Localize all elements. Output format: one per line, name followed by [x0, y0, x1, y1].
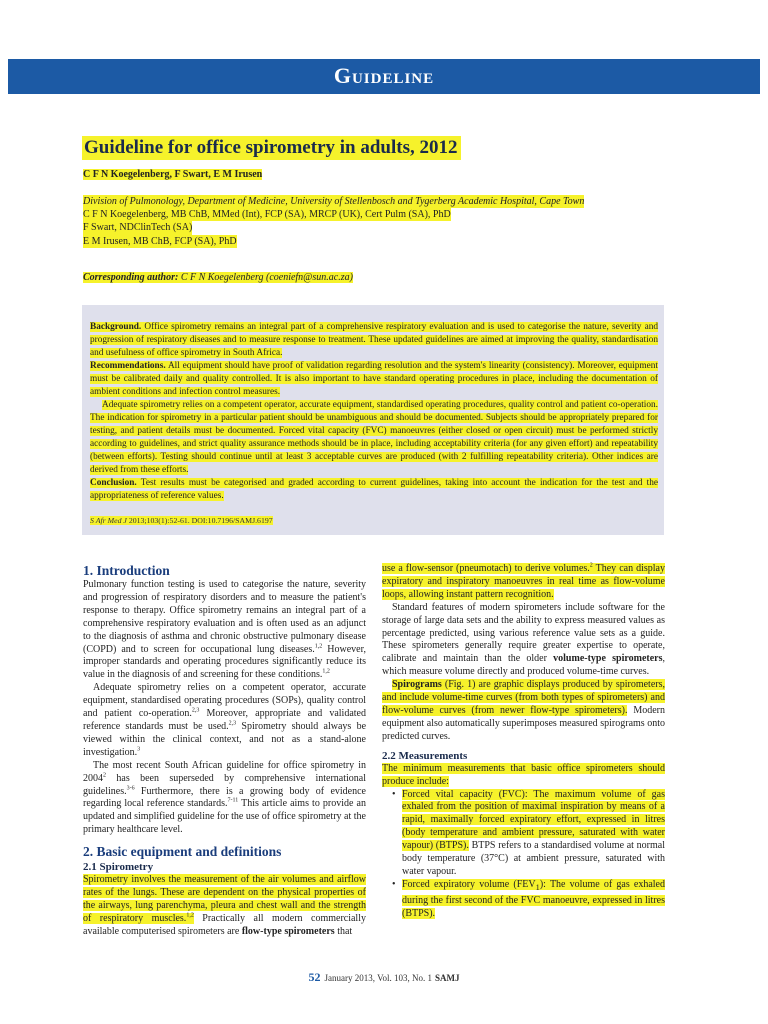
text-run: has been superseded by comprehensive international guidelines.: [83, 772, 366, 797]
reference-marker: 1,2: [314, 643, 323, 650]
abstract-box: [82, 305, 664, 535]
heading-spirometry: 2.1 Spirometry: [83, 861, 154, 874]
text-run: Standard features of modern spirometers include software for the storage of large data sets and the ability to express measured values as percentage predicted, using various reference value sets as a guide. These spirometers generally require greater expertise to operate, calibrate and maintain than the older: [382, 601, 665, 665]
heading-introduction: 1. Introduction: [83, 563, 170, 578]
intro-paragraph-3: [83, 760, 366, 837]
text-run: The minimum measurements that basic office spirometers should produce include:: [382, 762, 665, 787]
list-item: [382, 879, 665, 921]
abstract-background: Office spirometry remains an integral part of a comprehensive respiratory evaluation and is used to categorise the nature, severity and progression of respiratory diseases and to measure response to treatment. These updated guidelines are aimed at improving the quality, standardisation and usefulness of office spirometry in South Africa.: [90, 322, 658, 358]
banner-title: Guideline: [333, 63, 435, 88]
affiliation-division: Division of Pulmonology, Department of Medicine, University of Stellenbosch and Tygerberg Academic Hospital, Cape Town: [83, 196, 585, 207]
issue-info: January 2013, Vol. 103, No. 1: [324, 973, 432, 983]
spirograms-paragraph: [382, 679, 665, 744]
text-run: that: [334, 925, 353, 937]
text-run: Spirometry should always be viewed within the clinical context, and not as a stand-alone investigation.: [83, 720, 367, 758]
text-run: Modern equipment also automatically superimposes measured spirograms onto predicted curves.: [382, 704, 665, 742]
corresponding-author: [83, 271, 353, 284]
measurements-list: [382, 789, 665, 921]
abstract-conclusion-label: Conclusion.: [90, 477, 137, 488]
reference-marker: 2: [589, 562, 593, 569]
text-run: Furthermore, there is a growing body of evidence regarding local reference standards.: [83, 785, 366, 810]
citation-journal: S Afr Med J: [90, 516, 127, 525]
abstract-recommendations: All equipment should have proof of validation regarding resolution and the system's linearity (consistency). Moreover, equipment must be calibrated daily and quality controlled. It is also important to have standard operating procedures in place, including the documentation of ambient conditions and infection control measures.: [90, 360, 658, 397]
intro-paragraph-2: [83, 682, 366, 759]
text-run: Spirometry involves the measurement of the air volumes and airflow rates of the lungs. These are dependent on the physical properties of the airways, lung parenchyma, pleura and chest wall and the strength of respiratory muscles.: [83, 874, 366, 924]
page-footer: [0, 970, 768, 985]
section-banner: [8, 59, 760, 94]
text-run: Pulmonary function testing is used to categorise the nature, severity and progression of respiratory disorders and to measure the patient's response to therapy. Office spirometry remains an integral part of a comprehensive respiratory evaluation and is often used as an adjunct to the diagnosis of asthma and chronic obstructive pulmonary disease (COPD) and to screen for occupational lung diseases.: [83, 579, 366, 655]
author-names: C F N Koegelenberg, F Swart, E M Irusen: [83, 169, 263, 180]
text-run: However, improper standards and operating procedures significantly reduce its value in the diagnosis of and screening for these conditions.: [83, 643, 366, 681]
reference-marker: 3-6: [126, 785, 135, 792]
reference-marker: 2: [103, 772, 106, 779]
right-column: [382, 563, 665, 921]
text-run: Forced vital capacity (FVC): The maximum volume of gas exhaled from the position of maximal inspiration by means of a rapid, maximally forced expiratory effort, expressed in litres (body temperature and ambient pressure, saturated with water vapour) (BTPS).: [402, 788, 665, 852]
reference-marker: 7-11: [227, 798, 239, 805]
text-run: ): The volume of gas exhaled during the first second of the FVC manoeuvre, expressed in litres (BTPS).: [402, 878, 665, 919]
page-number: 52: [308, 970, 321, 984]
text-run: , which measure volume directly and produced volume-time curves.: [382, 653, 666, 678]
abstract-text: [90, 321, 658, 503]
abstract-conclusion: Test results must be categorised and graded according to current guidelines, taking into account the indication for the test and the appropriateness of reference values.: [90, 477, 658, 501]
reference-marker: 2,3: [228, 720, 237, 727]
bold-term: volume-type spirometers: [553, 653, 663, 665]
corresponding-value: C F N Koegelenberg (coeniefn@sun.ac.za): [180, 272, 353, 283]
affiliation-author-1: C F N Koegelenberg, MB ChB, MMed (Int), FCP (SA), MRCP (UK), Cert Pulm (SA), PhD: [83, 209, 451, 221]
article-title: Guideline for office spirometry in adults, 2012: [82, 136, 461, 160]
abstract-recommendations-label: Recommendations.: [90, 360, 166, 371]
text-run: Moreover, appropriate and validated reference standards must be used.: [83, 708, 366, 732]
bold-term: Spirograms: [392, 679, 442, 691]
affiliation-author-2: F Swart, NDClinTech (SA): [83, 222, 193, 234]
text-run: Adequate spirometry relies on a competent operator, accurate equipment, standardised operating procedures (SOPs), quality control and patient co-operation.: [83, 682, 366, 720]
reference-marker: 2,3: [191, 707, 200, 714]
affiliations: [83, 195, 603, 248]
reference-marker: 1,2: [186, 912, 194, 919]
text-run: Practically all modern commercially available computerised spirometers are: [83, 912, 366, 937]
abstract-recommendations-2: Adequate spirometry relies on a competent operator, accurate equipment, standardised operating procedures, quality control and patient co-operation. The indication for spirometry in a particular patient should be unambiguous and should be documented. Subjects should be appropriately prepared for testing, and patient details must be documented. Forced vital capacity (FVC) manoeuvres (either closed or open circuit) must be performed strictly according to guidelines, and strict quality assurance methods should be in place, including acceptability criteria (for any given effort) and repeatability (between efforts). Testing should continue until at least 3 acceptable curves are produced (with 2 fulfilling repeatability criteria). Other indices are derived from these efforts.: [90, 399, 658, 475]
heading-measurements: 2.2 Measurements: [382, 749, 468, 762]
intro-paragraph-1: [83, 579, 366, 682]
text-run: Forced expiratory volume (FEV: [402, 878, 536, 890]
affiliation-author-3: E M Irusen, MB ChB, FCP (SA), PhD: [83, 235, 237, 247]
corresponding-label: Corresponding author:: [83, 272, 179, 283]
citation-details: 2013;103(1):52-61. DOI:10.7196/SAMJ.6197: [126, 516, 273, 525]
reference-marker: 3: [137, 746, 141, 753]
author-list: [83, 168, 262, 182]
list-item: [382, 789, 665, 879]
subscript: 1: [535, 882, 540, 892]
reference-marker: 1,2: [322, 669, 330, 676]
spirometry-paragraph: [83, 874, 366, 939]
text-run: The most recent South African guideline for office spirometry in 2004: [83, 759, 366, 784]
flow-sensor-paragraph: [382, 563, 665, 602]
heading-basic-equipment: 2. Basic equipment and definitions: [83, 844, 282, 860]
measurements-paragraph: [382, 763, 665, 789]
text-run: (Fig. 1) are graphic displays produced by spirometers, and include volume-time curves (from both types of spirometers) and flow-volume curves (from newer flow-type spirometers).: [382, 679, 665, 716]
text-run: They can display expiratory and inspiratory manoeuvres in real time as flow-volume loops, allowing instant pattern recognition.: [382, 563, 665, 600]
citation: [90, 516, 273, 525]
left-column: [83, 560, 366, 939]
journal-name: SAMJ: [434, 973, 460, 983]
standard-features-paragraph: [382, 602, 665, 679]
text-run: use a flow-sensor (pneumotach) to derive volumes.: [382, 563, 590, 574]
text-run: BTPS refers to a standardised volume at normal body temperature (37°C) at ambient pressure, saturated with water vapour.: [402, 840, 665, 877]
bold-term: flow-type spirometers: [241, 925, 335, 937]
abstract-background-label: Background.: [90, 322, 142, 332]
text-run: This article aims to provide an updated and simplified guideline for the use of office spirometry at the primary healthcare level.: [83, 798, 366, 836]
